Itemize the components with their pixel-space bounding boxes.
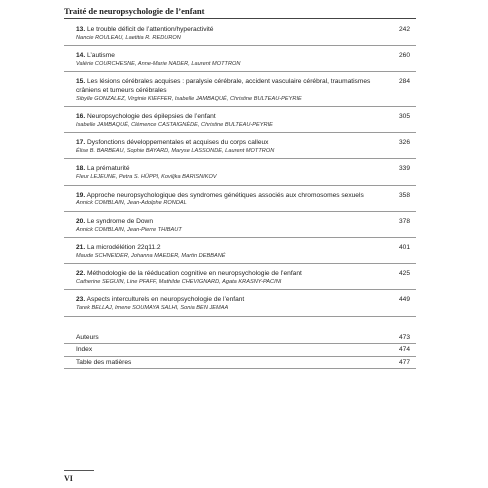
back-matter-title: Index (76, 346, 93, 354)
page-number: 473 (398, 333, 410, 341)
table-of-contents (64, 20, 416, 369)
toc-entry-title (76, 26, 416, 34)
page-number: 425 (398, 270, 410, 278)
chapter-title: L’autisme (87, 52, 115, 60)
toc-entry-head (76, 139, 416, 147)
toc-entry-title (76, 139, 416, 147)
toc-entry-title (76, 165, 416, 173)
chapter-number: 18. (76, 165, 86, 173)
back-matter-title: Auteurs (76, 333, 99, 341)
chapter-title: Approche neuropsychologique des syndromes génétiques associés aux chromosomes sexuels (86, 191, 364, 199)
toc-entry-title (76, 78, 416, 95)
toc-entry-title (76, 192, 416, 200)
back-matter-title: Table des matières (76, 358, 132, 366)
toc-entry[interactable] (64, 186, 416, 212)
page-number: 305 (398, 112, 410, 120)
chapter-title: Dysfonctions développementales et acquises du corps calleux (87, 139, 269, 147)
footer-rule (64, 470, 94, 471)
page-folio: VI (64, 474, 73, 483)
chapter-authors: Maude SCHNEIDER, Johanna MAEDER, Martin DEBBANÉ (76, 252, 226, 259)
toc-entry[interactable] (64, 133, 416, 159)
toc-entry[interactable] (64, 20, 416, 46)
page-number: 474 (398, 346, 410, 354)
chapter-title: Aspects interculturels en neuropsychologie de l’enfant (86, 296, 245, 304)
chapter-number: 15. (76, 78, 86, 86)
chapter-number: 22. (76, 270, 86, 278)
toc-entry-head (76, 270, 416, 278)
toc-entry[interactable] (64, 72, 416, 107)
toc-entry[interactable] (64, 264, 416, 290)
page-number: 378 (398, 217, 410, 225)
chapter-authors: Tarek BELLAJ, Imene SOUMAYA SALHI, Sonia BEN JEMAA (76, 305, 229, 312)
toc-entry[interactable] (64, 107, 416, 133)
chapter-number: 14. (76, 52, 86, 60)
chapter-authors: Catherine SEGUIN, Line PFAFF, Mathilde CHEVIGNARD, Agata KRASNY-PACINI (76, 278, 282, 285)
chapter-authors: Annick COMBLAIN, Jean-Adolphe RONDAL (76, 200, 187, 207)
chapter-authors: Annick COMBLAIN, Jean-Pierre THIBAUT (76, 226, 182, 233)
back-matter-entry[interactable] (64, 344, 416, 357)
page-number: 477 (398, 358, 410, 366)
toc-entry-title (76, 244, 416, 252)
page-number: 358 (398, 191, 410, 199)
toc-entry-title (76, 113, 416, 121)
toc-entry[interactable] (64, 290, 416, 316)
toc-entry-title (76, 52, 416, 60)
toc-entry[interactable] (64, 159, 416, 185)
chapter-title: Neuropsychologie des épilepsies de l’enfant (87, 112, 216, 120)
toc-entry-title (76, 296, 416, 304)
toc-entry-head (76, 78, 416, 95)
chapter-number: 21. (76, 243, 86, 251)
page-number: 449 (398, 296, 410, 304)
toc-entry-title (76, 270, 416, 278)
chapter-number: 23. (76, 296, 86, 304)
page-number: 260 (398, 52, 410, 60)
toc-entry-head (76, 52, 416, 60)
page-number: 401 (398, 243, 410, 251)
chapter-title: La prématurité (87, 165, 130, 173)
back-matter-entry[interactable] (64, 357, 416, 370)
chapter-title: Le trouble déficit de l’attention/hyperactivité (87, 26, 214, 33)
page-number: 284 (398, 78, 410, 86)
chapter-title: La microdélétion 22q11.2 (87, 243, 161, 251)
page-number: 242 (398, 26, 410, 33)
toc-entry-head (76, 113, 416, 121)
chapter-authors: Fleur LEJEUNE, Petra S. HÜPPI, Koviljka BARISNIKOV (76, 174, 217, 181)
chapter-number: 17. (76, 139, 86, 147)
header-rule (64, 18, 416, 19)
toc-entry-head (76, 244, 416, 252)
page-number: 339 (398, 165, 410, 173)
chapter-authors: Isabelle JAMBAQUÉ, Clémence CASTAIGNÈDE, Christine BULTEAU-PEYRIE (76, 121, 273, 128)
toc-entry-head (76, 296, 416, 304)
chapter-number: 16. (76, 112, 86, 120)
toc-entry[interactable] (64, 46, 416, 72)
back-matter-entry[interactable] (64, 332, 416, 345)
chapter-title: Les lésions cérébrales acquises : paralysie cérébrale, accident vasculaire cérébral, traumatismes crâniens et tumeurs cérébrales (76, 78, 371, 94)
chapter-list (64, 20, 416, 317)
chapter-title: Méthodologie de la rééducation cognitive en neuropsychologie de l’enfant (87, 270, 302, 278)
running-title: Traité de neuropsychologie de l’enfant (64, 6, 205, 16)
toc-entry-title (76, 218, 416, 226)
toc-entry-head (76, 165, 416, 173)
toc-entry-head (76, 218, 416, 226)
page-number: 326 (398, 139, 410, 147)
toc-entry-head (76, 192, 416, 200)
chapter-authors: Nancie ROULEAU, Laetitia R. REDURON (76, 34, 181, 41)
chapter-number: 13. (76, 26, 86, 33)
chapter-number: 20. (76, 217, 86, 225)
back-matter-list (64, 332, 416, 370)
chapter-number: 19. (76, 191, 86, 199)
chapter-authors: Valérie COURCHESNE, Anne-Marie NADER, Laurent MOTTRON (76, 61, 241, 67)
chapter-title: Le syndrome de Down (87, 217, 153, 225)
toc-entry[interactable] (64, 238, 416, 264)
chapter-authors: Élise B. BARBEAU, Sophie BAYARD, Maryse LASSONDE, Laurent MOTTRON (76, 147, 275, 154)
toc-entry[interactable] (64, 212, 416, 238)
chapter-authors: Sibylle GONZALEZ, Virginie KIEFFER, Isabelle JAMBAQUÉ, Christine BULTEAU-PEYRIE (76, 95, 302, 102)
toc-entry-head (76, 26, 416, 34)
